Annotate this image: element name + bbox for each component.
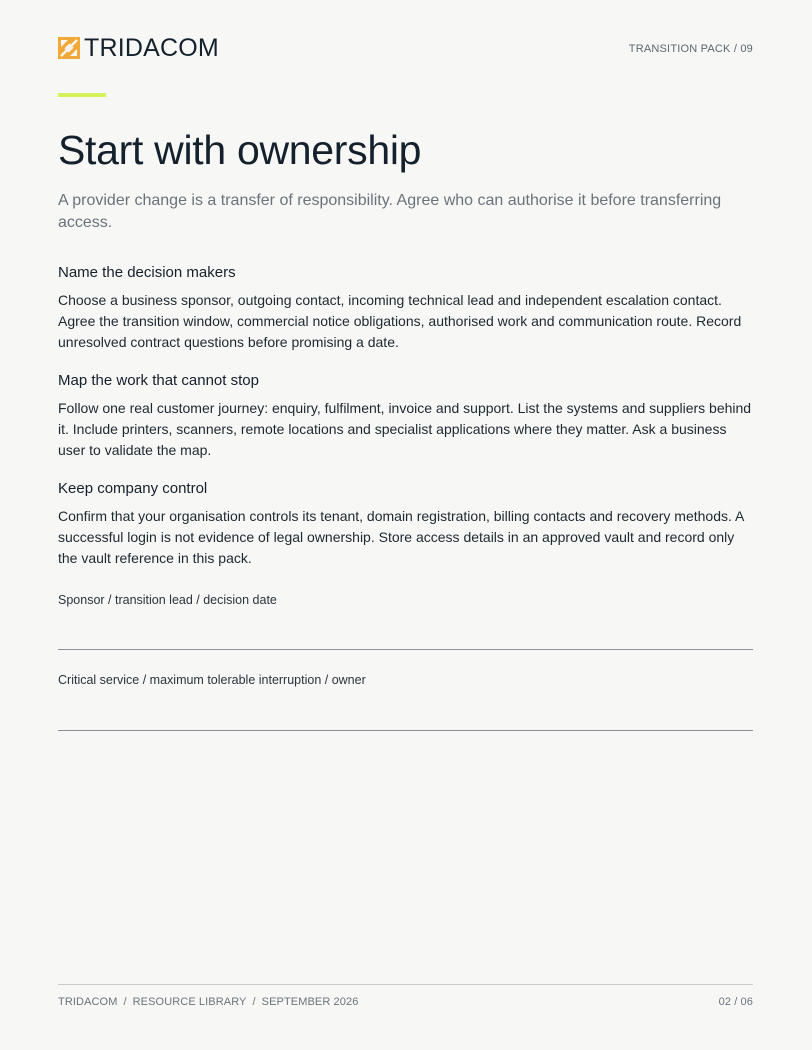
- section-decision-makers: [58, 263, 753, 353]
- section-body: Choose a business sponsor, outgoing contact, incoming technical lead and independent escalation contact. Agree the transition window, commercial notice obligations, authorised work and communication route. Record unresolved contract questions before promising a date.: [58, 292, 742, 350]
- field-label: Sponsor / transition lead / decision date: [58, 593, 277, 607]
- field-label: Critical service / maximum tolerable interruption / owner: [58, 673, 366, 687]
- page-title: Start with ownership: [58, 127, 422, 173]
- field-underline: [58, 730, 753, 731]
- section-critical-work: [58, 371, 753, 461]
- field-underline: [58, 649, 753, 650]
- footer-brand: TRIDACOM: [58, 996, 118, 1008]
- footer-library: RESOURCE LIBRARY: [132, 996, 247, 1008]
- section-heading: Name the decision makers: [58, 264, 236, 281]
- sponsor-field[interactable]: [58, 592, 753, 608]
- lead-paragraph: A provider change is a transfer of responsibility. Agree who can authorise it before transferring access.: [58, 192, 722, 231]
- accent-bar: [58, 93, 106, 97]
- brand-name: TRIDACOM: [84, 34, 219, 62]
- section-company-control: [58, 479, 753, 569]
- section-heading: Keep company control: [58, 480, 208, 497]
- brand-logo: [58, 36, 219, 60]
- section-heading: Map the work that cannot stop: [58, 372, 259, 389]
- page-footer: [58, 996, 753, 1008]
- footer-divider: [58, 984, 753, 985]
- section-body: Confirm that your organisation controls its tenant, domain registration, billing contacts and recovery methods. A successful login is not evidence of legal ownership. Store access details in an approved vault and record only the vault reference in this pack.: [58, 508, 744, 566]
- page-header: [58, 36, 753, 62]
- section-body: Follow one real customer journey: enquiry, fulfilment, invoice and support. List the systems and suppliers behind it. Include printers, scanners, remote locations and specialist applications where they matter. Ask a business user to validate the map.: [58, 400, 752, 458]
- footer-date: SEPTEMBER 2026: [261, 996, 359, 1008]
- footer-separator: /: [123, 996, 127, 1008]
- pack-label: TRANSITION PACK / 09: [628, 43, 753, 55]
- footer-separator: /: [252, 996, 256, 1008]
- tridacom-logo-mark-icon: [58, 37, 80, 59]
- critical-service-field[interactable]: [58, 672, 753, 688]
- page-number: 02 / 06: [718, 996, 753, 1008]
